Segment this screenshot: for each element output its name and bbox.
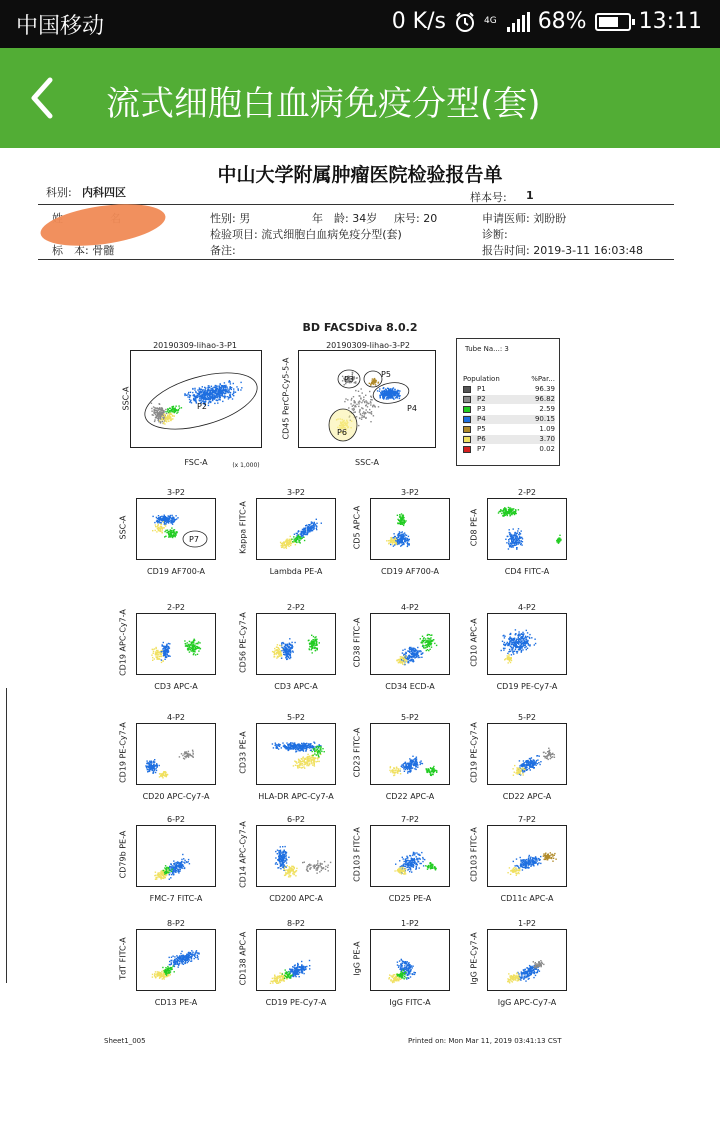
plot-ylabel: SSC-A: [118, 515, 128, 540]
plot-ylabel: IgG PE-Cy7-A: [469, 932, 479, 985]
top-plot-1-ylabel: SSC-A: [121, 386, 131, 411]
plot-xlabel: CD3 APC-A: [154, 682, 198, 691]
flow-plot-scatter: [137, 724, 216, 785]
report-title: 中山大学附属肿瘤医院检验报告单: [217, 164, 503, 186]
carrier-name: 中国移动: [16, 14, 105, 39]
plot-title: 5-P2: [287, 713, 305, 722]
battery-icon: [595, 13, 631, 31]
legend-population-percent: 96.39: [534, 385, 555, 393]
plot-title: 1-P2: [401, 919, 419, 928]
legend-col-percent: %Par...: [531, 375, 555, 383]
plot-ylabel: CD8 PE-A: [469, 508, 479, 547]
bed-number: 床号: 20: [394, 212, 438, 225]
report-time: 报告时间: 2019-3-11 16:03:48: [482, 244, 644, 257]
specimen: 标 本: 骨髓: [52, 244, 115, 257]
alarm-icon: [454, 11, 476, 33]
flow-plot: [487, 929, 567, 991]
plot-xlabel: CD19 PE-Cy7-A: [265, 998, 327, 1007]
plot-ylabel: IgG PE-A: [352, 941, 362, 976]
flow-plot: [370, 929, 450, 991]
legend-population-percent: 1.09: [539, 425, 555, 433]
sheet-name: Sheet1_005: [104, 1037, 146, 1045]
plot-xlabel: Lambda PE-A: [269, 567, 323, 576]
plot-title: 4-P2: [401, 603, 419, 612]
legend-row-p6: [463, 435, 555, 444]
legend-swatch: [463, 436, 471, 443]
sample-label: 样本号:: [470, 191, 507, 204]
legend-population-name: P1: [477, 385, 486, 393]
plot-xlabel: CD20 APC-Cy7-A: [142, 792, 210, 801]
top-plot-2-title: 20190309-lihao-3-P2: [326, 341, 410, 350]
plot-title: 3-P2: [401, 488, 419, 497]
plot-title: 8-P2: [167, 919, 185, 928]
plot-xlabel: FMC-7 FITC-A: [149, 894, 203, 903]
legend-swatch: [463, 426, 471, 433]
flow-plot-scatter: [488, 614, 567, 675]
legend-row-p2: [463, 395, 555, 404]
flow-plot: [487, 613, 567, 675]
top-plot-1-xlabel: FSC-A: [184, 458, 208, 467]
legend-col-population: Population: [463, 375, 500, 383]
legend-population-percent: 3.70: [539, 435, 555, 443]
diva-title: BD FACSDiva 8.0.2: [302, 321, 418, 334]
back-arrow-icon[interactable]: [20, 74, 68, 122]
plot-xlabel: CD34 ECD-A: [385, 682, 435, 691]
legend-population-percent: 2.59: [539, 405, 555, 413]
flow-plot: [487, 498, 567, 560]
flow-plot-scatter: [137, 826, 216, 887]
plot-ylabel: CD14 APC-Cy7-A: [238, 821, 248, 888]
legend-population-name: P2: [477, 395, 486, 403]
app-bar: [0, 48, 720, 148]
flow-plot: [136, 613, 216, 675]
remark: 备注:: [210, 244, 236, 257]
battery-percent: 68%: [537, 9, 587, 34]
plot-title: 4-P2: [518, 603, 536, 612]
flow-plot: [136, 498, 216, 560]
plot-xlabel: CD200 APC-A: [269, 894, 323, 903]
plot-ylabel: CD103 FITC-A: [469, 827, 479, 882]
legend-row-p1: [463, 385, 555, 394]
legend-swatch: [463, 406, 471, 413]
legend-population-name: P5: [477, 425, 486, 433]
flow-plot-scatter: [488, 930, 567, 991]
gate-label-p2: P2: [197, 402, 207, 411]
gate-label-p3: P3: [344, 375, 354, 384]
flow-plot-scatter: [371, 826, 450, 887]
header-rule-bottom: [38, 259, 674, 260]
plot-xlabel: IgG APC-Cy7-A: [497, 998, 557, 1007]
plot-ylabel: CD19 PE-Cy7-A: [118, 722, 128, 783]
plot-ylabel: CD19 PE-Cy7-A: [469, 722, 479, 783]
plot-title: 1-P2: [518, 919, 536, 928]
plot-xlabel: CD13 PE-A: [154, 998, 198, 1007]
clock: 13:11: [638, 9, 702, 34]
flow-plot-scatter: [257, 499, 336, 560]
plot-xlabel: CD4 FITC-A: [504, 567, 550, 576]
printed-on: Printed on: Mon Mar 11, 2019 03:41:13 CST: [408, 1037, 562, 1045]
tube-name: Tube Na...: 3: [465, 345, 509, 353]
flow-plot: [256, 929, 336, 991]
legend-row-p5: [463, 425, 555, 434]
flow-plot: [256, 498, 336, 560]
legend-swatch: [463, 396, 471, 403]
gate-label-p5: P5: [381, 370, 391, 379]
flow-plot-scatter: [257, 724, 336, 785]
plot-xlabel: CD25 PE-A: [388, 894, 432, 903]
legend-population-name: P3: [477, 405, 486, 413]
plot-title: 2-P2: [287, 603, 305, 612]
flow-plot-scatter: [137, 614, 216, 675]
flow-plot: [370, 723, 450, 785]
flow-plot-scatter: [137, 930, 216, 991]
plot-title: 8-P2: [287, 919, 305, 928]
fsc-unit: (x 1,000): [232, 462, 260, 469]
flow-plot-scatter: [488, 826, 567, 887]
plot-title: 5-P2: [401, 713, 419, 722]
flow-plot: [487, 825, 567, 887]
flow-plot-scatter: [371, 930, 450, 991]
legend-population-name: P7: [477, 445, 486, 453]
plot-xlabel: CD3 APC-A: [274, 682, 318, 691]
plot-title: 2-P2: [518, 488, 536, 497]
legend-swatch: [463, 416, 471, 423]
legend-swatch: [463, 386, 471, 393]
plot-xlabel: HLA-DR APC-Cy7-A: [258, 792, 334, 801]
flow-plot-scatter: [371, 499, 450, 560]
network-speed: 0 K/s: [391, 9, 446, 34]
legend-population-percent: 96.82: [534, 395, 555, 403]
flow-plot: [136, 723, 216, 785]
legend-population-name: P6: [477, 435, 486, 443]
gate-p2: [139, 362, 262, 440]
age: 年 龄: 34岁: [312, 212, 378, 225]
dept-label: 科别:: [46, 186, 72, 199]
plot-ylabel: CD103 FITC-A: [352, 827, 362, 882]
legend-population-name: P4: [477, 415, 486, 423]
plot-ylabel: CD10 APC-A: [469, 618, 479, 667]
fsc-ssc-plot: [130, 350, 262, 448]
legend-row-p7: [463, 445, 555, 454]
plot-xlabel: CD19 PE-Cy7-A: [496, 682, 558, 691]
plot-title: 7-P2: [401, 815, 419, 824]
plot-ylabel: Kappa FITC-A: [238, 501, 248, 554]
top-plot-1-title: 20190309-lihao-3-P1: [153, 341, 237, 350]
plot-ylabel: CD138 APC-A: [238, 931, 248, 986]
network-type: 4G: [483, 16, 497, 26]
plot-xlabel: CD19 AF700-A: [381, 567, 439, 576]
flow-plot: [487, 723, 567, 785]
plot-title: 6-P2: [167, 815, 185, 824]
plot-ylabel: CD19 APC-Cy7-A: [118, 609, 128, 676]
plot-title: 7-P2: [518, 815, 536, 824]
gate-label-p4: P4: [407, 404, 417, 413]
sample-value: 1: [526, 189, 534, 202]
test-item: 检验项目: 流式细胞白血病免疫分型(套): [210, 228, 402, 241]
gender: 性别: 男: [210, 212, 251, 225]
legend-row-p4: [463, 415, 555, 424]
ssc-cd45-plot: [298, 350, 436, 448]
flow-plot: [256, 825, 336, 887]
plot-xlabel: CD22 APC-A: [385, 792, 435, 801]
gate-label-p7: P7: [189, 535, 199, 544]
signal-icon: [507, 12, 530, 32]
legend-population-percent: 0.02: [539, 445, 555, 453]
plot-title: 3-P2: [167, 488, 185, 497]
legend-population-percent: 90.15: [534, 415, 555, 423]
plot-ylabel: CD33 PE-A: [238, 731, 248, 774]
plot-ylabel: CD23 FITC-A: [352, 727, 362, 778]
page-title: 流式细胞白血病免疫分型(套): [106, 84, 541, 124]
scroll-edge-line: [6, 688, 7, 983]
flow-plot: [256, 723, 336, 785]
plot-ylabel: TdT FITC-A: [118, 937, 128, 980]
doctor: 申请医师: 刘盼盼: [482, 212, 567, 225]
flow-plot: [256, 613, 336, 675]
flow-plot-scatter: [257, 826, 336, 887]
plot-ylabel: CD56 PE-Cy7-A: [238, 612, 248, 673]
plot-xlabel: CD19 AF700-A: [147, 567, 205, 576]
diagnosis: 诊断:: [482, 228, 508, 241]
flow-plot: [136, 825, 216, 887]
gate-label-p6: P6: [337, 428, 347, 437]
plot-xlabel: CD11c APC-A: [500, 894, 554, 903]
flow-plot: [370, 498, 450, 560]
flow-plot-scatter: [371, 724, 450, 785]
flow-plot-scatter: [371, 614, 450, 675]
population-legend: [456, 338, 560, 466]
dept-value: 内科四区: [82, 186, 126, 199]
flow-plot-scatter: [488, 499, 567, 560]
flow-plot: [370, 825, 450, 887]
legend-swatch: [463, 446, 471, 453]
plot-xlabel: CD22 APC-A: [502, 792, 552, 801]
plot-title: 6-P2: [287, 815, 305, 824]
flow-plot-scatter: [137, 499, 216, 560]
plot-ylabel: CD79b PE-A: [118, 830, 128, 879]
status-bar: [0, 0, 720, 48]
plot-title: 4-P2: [167, 713, 185, 722]
flow-plot-scatter: [257, 614, 336, 675]
plot-title: 3-P2: [287, 488, 305, 497]
plot-title: 2-P2: [167, 603, 185, 612]
flow-plot-scatter: [257, 930, 336, 991]
plot-ylabel: CD5 APC-A: [352, 505, 362, 550]
flow-plot: [370, 613, 450, 675]
plot-ylabel: CD38 FITC-A: [352, 617, 362, 668]
plot-title: 5-P2: [518, 713, 536, 722]
flow-plot-scatter: [488, 724, 567, 785]
top-plot-2-ylabel: CD45 PerCP-Cy5-5-A: [281, 357, 291, 440]
top-plot-2-xlabel: SSC-A: [355, 458, 379, 467]
flow-plot: [136, 929, 216, 991]
report-document: [0, 148, 720, 1131]
legend-row-p3: [463, 405, 555, 414]
plot-xlabel: IgG FITC-A: [389, 998, 431, 1007]
